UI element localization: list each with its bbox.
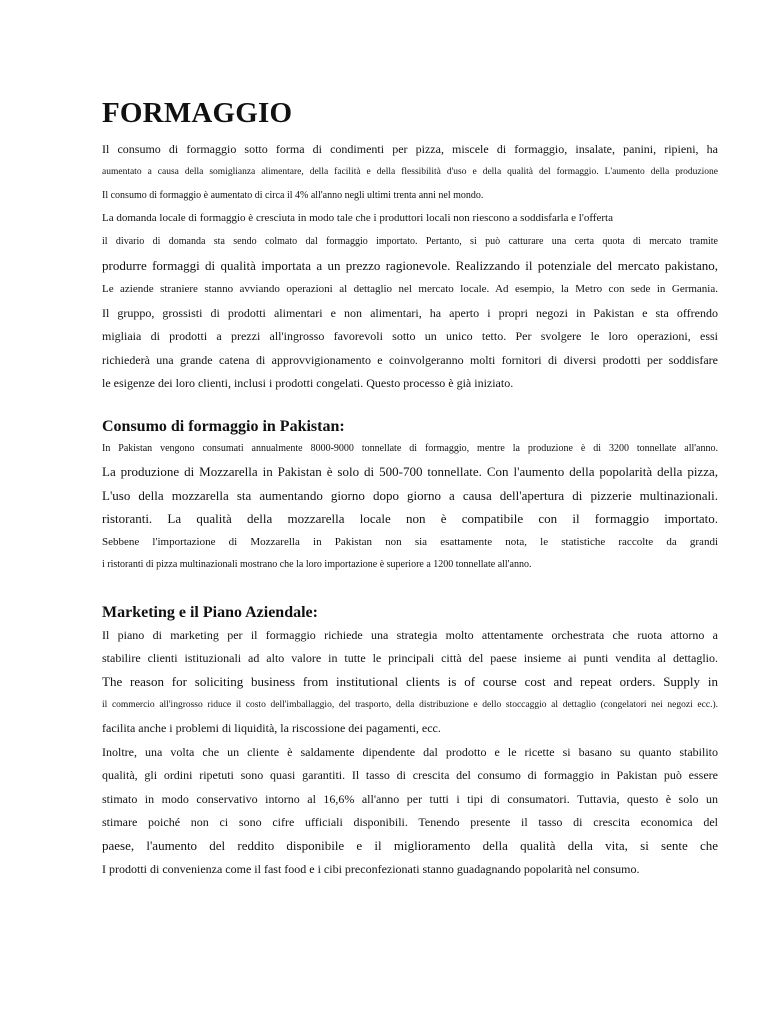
text-line: ristoranti. La qualità della mozzarella locale non è compatibile con il formaggio importato.	[102, 511, 718, 526]
text-line: In Pakistan vengono consumati annualmente 8000-9000 tonnellate di formaggio, mentre la produzione è di 3200 tonnellate all'anno.	[102, 443, 718, 454]
page-title: FORMAGGIO	[102, 97, 293, 129]
text-line: Il piano di marketing per il formaggio richiede una strategia molto attentamente orchestrata che ruota attorno a	[102, 628, 718, 642]
text-line: facilita anche i problemi di liquidità, la riscossione dei pagamenti, ecc.	[102, 721, 441, 735]
text-line: i ristoranti di pizza multinazionali mostrano che la loro importazione è superiore a 1200 tonnellate all'anno.	[102, 559, 532, 570]
section-marketing-paragraph	[102, 623, 718, 880]
text-line: il commercio all'ingrosso riduce il costo dell'imballaggio, del trasporto, della distribuzione e dello stoccaggio al dettaglio (congelatori nei negozi ecc.).	[102, 700, 718, 710]
text-line: produrre formaggi di qualità importata a un prezzo ragionevole. Realizzando il potenziale del mercato pakistano,	[102, 258, 718, 273]
section-consumo-paragraph	[102, 437, 718, 576]
intro-paragraph	[102, 138, 718, 394]
text-line: La domanda locale di formaggio è cresciuta in modo tale che i produttori locali non riescono a soddisfarla e l'offerta	[102, 212, 613, 224]
text-line: I prodotti di convenienza come il fast food e i cibi preconfezionati stanno guadagnando popolarità nel consumo.	[102, 862, 640, 876]
section-heading-marketing: Marketing e il Piano Aziendale:	[102, 604, 318, 621]
text-line: The reason for soliciting business from institutional clients is of course cost and repeat orders. Supply in	[102, 674, 718, 689]
text-line: aumentato a causa della somiglianza alimentare, della facilità e della flessibilità d'uso e della qualità del formaggio. L'aumento della produzione	[102, 167, 718, 177]
text-line: Sebbene l'importazione di Mozzarella in Pakistan non sia esattamente nota, le statistiche raccolte da grandi	[102, 536, 718, 548]
text-line: qualità, gli ordini ripetuti sono quasi garantiti. Il tasso di crescita del consumo di formaggio in Pakistan può essere	[102, 768, 718, 782]
text-line: L'uso della mozzarella sta aumentando giorno dopo giorno a causa dell'apertura di pizzerie multinazionali.	[102, 488, 718, 503]
text-line: stimato in modo conservativo intorno al 16,6% all'anno per tutti i tipi di consumatori. Tuttavia, questo è solo un	[102, 792, 718, 806]
text-line: Inoltre, una volta che un cliente è saldamente dipendente dal prodotto e le ricette si basano su quanto stabilito	[102, 745, 718, 759]
text-line: Il consumo di formaggio sotto forma di condimenti per pizza, miscele di formaggio, insalate, panini, ripieni, ha	[102, 142, 718, 156]
text-line: La produzione di Mozzarella in Pakistan è solo di 500-700 tonnellate. Con l'aumento della popolarità della pizza,	[102, 464, 718, 479]
text-line: Le aziende straniere stanno avviando operazioni al dettaglio nel mercato locale. Ad esempio, la Metro con sede in Germania.	[102, 283, 718, 295]
text-line: migliaia di prodotti a prezzi all'ingrosso favorevoli sotto un unico tetto. Per svolgere le loro operazioni, essi	[102, 329, 718, 343]
text-line: stimare poiché non ci sono cifre ufficiali disponibili. Tenendo presente il tasso di crescita economica del	[102, 815, 718, 829]
text-line: stabilire clienti istituzionali ad alto valore in tutte le principali città del paese insieme ai punti vendita al dettaglio.	[102, 651, 718, 665]
section-heading-consumo: Consumo di formaggio in Pakistan:	[102, 418, 345, 435]
text-line: Il consumo di formaggio è aumentato di circa il 4% all'anno negli ultimi trenta anni nel mondo.	[102, 190, 484, 201]
text-line: le esigenze dei loro clienti, inclusi i prodotti congelati. Questo processo è già iniziato.	[102, 376, 514, 390]
text-line: paese, l'aumento del reddito disponibile e il miglioramento della qualità della vita, si sente che	[102, 838, 718, 853]
text-line: il divario di domanda sta sendo colmato dal formaggio importato. Pertanto, si può catturare una certa quota di mercato tramite	[102, 236, 718, 247]
text-line: richiederà una grande catena di approvvigionamento e coinvolgeranno molti fornitori di diversi prodotti per soddisfare	[102, 353, 718, 367]
document-page	[102, 96, 718, 880]
text-line: Il gruppo, grossisti di prodotti alimentari e non alimentari, ha aperto i propri negozi in Pakistan e sta offrendo	[102, 306, 718, 320]
